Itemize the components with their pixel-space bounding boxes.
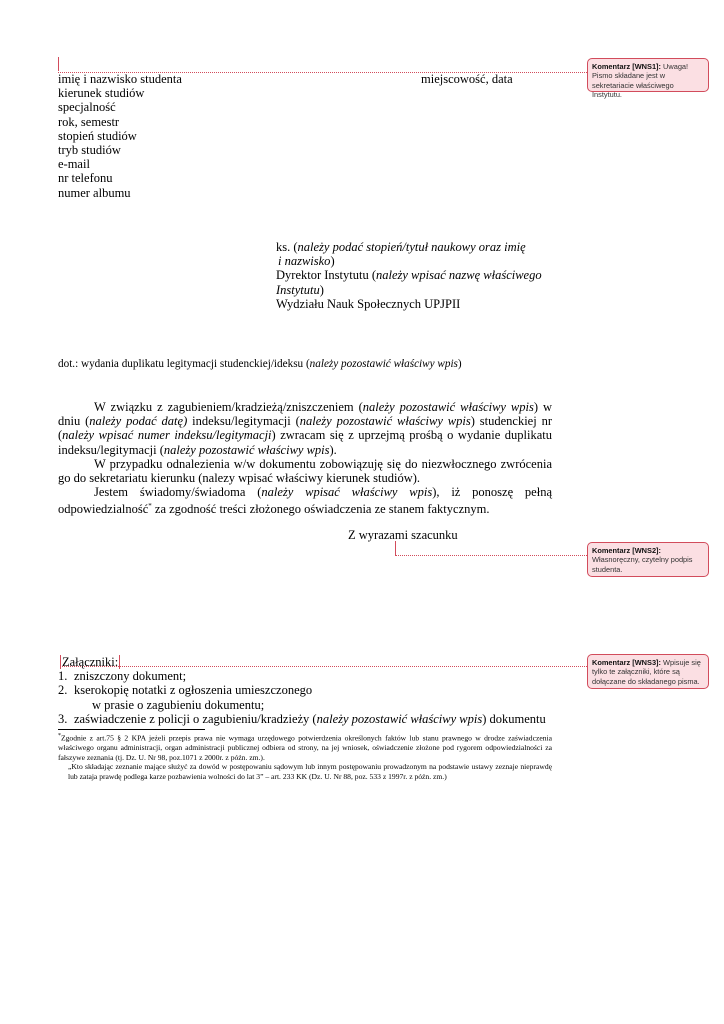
comment-wns3[interactable]: [587, 654, 709, 689]
paragraph-3: Jestem świadomy/świadoma (należy wpisać właściwy wpis), iż ponoszę pełną odpowiedzialność* za zgodność treści złożonego oświadczenia ze stanem faktycznym.: [58, 485, 552, 517]
comment-text: Wpisuje się tylko te załączniki, które są dołączane do składanego pisma.: [592, 658, 701, 686]
comment-anchor-2: [395, 541, 396, 555]
footnote: *Zgodnie z art.75 § 2 KPA jeżeli przepis prawa nie wymaga urzędowego potwierdzenia określonych faktów lub stanu prawnego w drodze zaświadczenia właściwego organu administracji, organ administracji publicznej odbiera od strony, na jej wniosek, oświadczenie złożone pod rygorem odpowiedzialności za fałszywe zeznania (tj. Dz. U. Nr 98, poz.1071 z 2000r. z późn. zm.). „Kto składając zeznanie mające służyć za dowód w postępowaniu sądowym lub innym postępowaniu prowadzonym na podstawie ustawy zeznaje nieprawdę lub zataja prawdę podlega karze pozbawienia wolności do lat 3” – art. 233 KK (Dz. U. Nr 88, poz. 533 z 1997r. z późn. zm.): [58, 733, 552, 781]
attachment-item: w prasie o zagubieniu dokumentu;: [92, 697, 265, 712]
comment-text: Własnoręczny, czytelny podpis studenta.: [592, 555, 693, 574]
paragraph-1: W związku z zagubieniem/kradzieżą/zniszczeniem (należy pozostawić właściwy wpis) w dniu (należy podać datę) indeksu/legitymacji (należy pozostawić właściwy wpis) studenckiej nr (należy wpisać numer indeksu/legitymacji) zwracam się z uprzejmą prośbą o wydanie duplikatu indeksu/legitymacji (należy pozostawić właściwy wpis).: [58, 400, 553, 457]
comment-connector-1: [58, 72, 587, 73]
sender-details: [58, 72, 182, 200]
field-specialty[interactable]: specjalność: [58, 100, 116, 115]
comment-label: Komentarz [WNS2]:: [592, 546, 661, 555]
comment-wns1[interactable]: [587, 58, 709, 99]
field-year[interactable]: rok, semestr: [58, 114, 120, 129]
field-phone[interactable]: nr telefonu: [58, 171, 113, 186]
field-name[interactable]: imię i nazwisko studenta: [58, 72, 182, 86]
place-date[interactable]: miejscowość, data: [421, 72, 513, 86]
attachment-item: 3. zaświadczenie z policji o zagubieniu/kradzieży (należy pozostawić właściwy wpis) dokumentu: [58, 711, 546, 726]
letter-body: [58, 400, 552, 517]
comment-text: Uwaga! Pismo składane jest w sekretariacie właściwego Instytutu.: [592, 62, 689, 99]
subject-line: dot.: wydania duplikatu legitymacji studenckiej/ideksu (należy pozostawić właściwy wpis): [58, 358, 462, 370]
field-email[interactable]: e-mail: [58, 157, 90, 172]
closing: Z wyrazami szacunku: [348, 528, 458, 542]
footnote-separator: [58, 729, 205, 730]
comment-wns2[interactable]: [587, 542, 709, 577]
attachment-item: 1. zniszczony dokument;: [58, 669, 187, 684]
attachments-heading: Załączniki:: [62, 655, 119, 669]
attachment-item: 2. kserokopię notatki z ogłoszenia umieszczonego: [58, 683, 313, 698]
recipient-block: ks. (należy podać stopień/tytuł naukowy oraz imię i nazwisko) Dyrektor Instytutu (należy wpisać nazwę właściwego Instytutu) Wydziału Nauk Społecznych UPJPII: [276, 240, 542, 311]
comment-anchor-1: [58, 57, 59, 71]
field-degree[interactable]: stopień studiów: [58, 128, 137, 143]
field-album[interactable]: numer albumu: [58, 185, 131, 200]
field-mode[interactable]: tryb studiów: [58, 143, 121, 158]
comment-connector-2: [395, 555, 587, 556]
comment-label: Komentarz [WNS3]:: [592, 658, 661, 667]
comment-label: Komentarz [WNS1]:: [592, 62, 661, 71]
paragraph-2: W przypadku odnalezienia w/w dokumentu zobowiązuję się do niezwłocznego zwrócenia go do sekretariatu kierunku (nalezy wpisać właściwy kierunek studiów).: [58, 456, 552, 486]
field-course[interactable]: kierunek studiów: [58, 86, 145, 101]
attachments: [58, 655, 558, 726]
